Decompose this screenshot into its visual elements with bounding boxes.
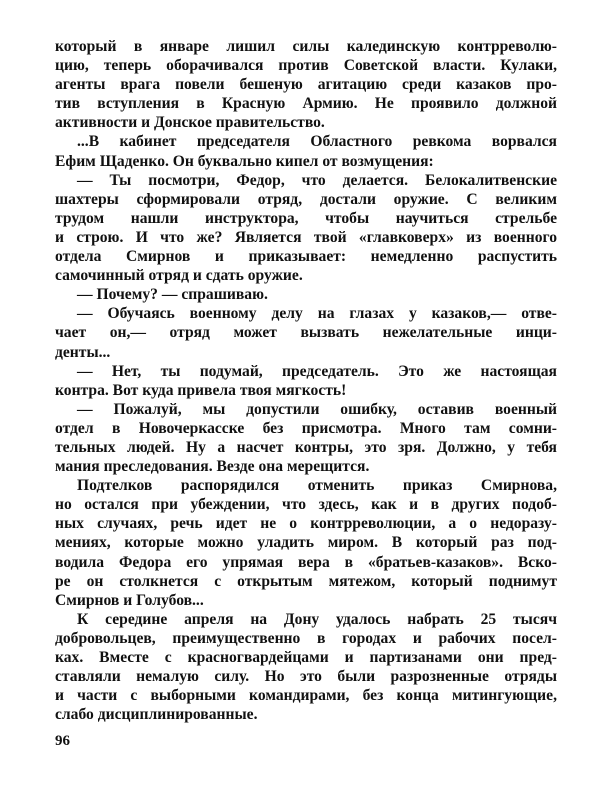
text-line: мания преследования. Везде она мерещится. [55,458,370,476]
text-line: но остался при убеждении, что здесь, как и в других подоб- [55,496,557,514]
text-line: — Почему? — спрашиваю. [77,286,268,304]
text-line: — Обучаясь военному делу на глазах у казаков,— отве- [77,305,557,323]
text-line: ставляли немалую силу. Но это были разрозненные отряды [55,668,557,686]
text-line: и части с выборными командирами, без конца митингующие, [55,687,557,705]
text-line: самочинный отряд и сдать оружие. [55,267,303,285]
text-line: отдел в Новочеркасске без присмотра. Много там сомни- [55,419,557,437]
text-line: ...В кабинет председателя Областного ревкома ворвался [77,133,557,151]
text-line: ных случаях, речь идет не о контрреволюции, а о недоразу- [55,515,557,533]
text-line: контра. Вот куда привела твоя мягкость! [55,381,347,399]
text-line: — Ты посмотри, Федор, что делается. Белокалитвенские [77,171,557,189]
text-line: денты... [55,343,111,361]
page-number: 96 [55,733,70,749]
text-line: трудом нашли инструктора, чтобы научиться стрельбе [55,209,557,227]
text-line: ре он столкнется с открытым мятежом, который поднимут [55,572,557,590]
text-line: Ефим Щаденко. Он буквально кипел от возмущения: [55,152,434,170]
text-line: слабо дисциплинированные. [55,706,258,724]
text-line: агенты врага повели бешеную агитацию среди казаков про- [55,76,557,94]
text-line: — Пожалуй, мы допустили ошибку, оставив военный [77,400,557,418]
text-line: ках. Вместе с красногвардейцами и партизанами они пред- [55,649,557,666]
text-line: мениях, которые можно уладить миром. В который раз под- [55,534,557,552]
text-line: — Нет, ты подумай, председатель. Это же настоящая [77,362,557,380]
text-line: добровольцев, преимущественно в городах и рабочих посел- [55,629,557,647]
text-line: шахтеры сформировали отряд, достали оружие. С великим [55,190,557,208]
text-line: отдела Смирнов и приказывает: немедленно распустить [55,248,557,266]
text-line: Смирнов и Голубов... [55,591,204,609]
body-text [55,37,557,724]
text-line: К середине апреля на Дону удалось набрать 25 тысяч [77,610,557,628]
text-line: водила Федора его упрямая вера в «братьев-казаков». Вско- [55,553,557,571]
text-line: тив вступления в Красную Армию. Не проявило должной [55,95,557,113]
text-line: который в январе лишил силы калединскую контрреволю- [55,38,557,55]
text-line: и строю. И что же? Является твой «главковерх» из военного [55,228,557,246]
text-line: Подтелков распорядился отменить приказ Смирнова, [77,477,557,495]
text-line: активности и Донское правительство. [55,114,325,132]
text-line: цию, теперь оборачивался против Советской власти. Кулаки, [55,57,557,75]
text-line: тельных людей. Ну а насчет контры, это зря. Должно, у тебя [55,438,557,456]
text-line: чает он,— отряд может вызвать нежелательные инци- [55,324,557,342]
